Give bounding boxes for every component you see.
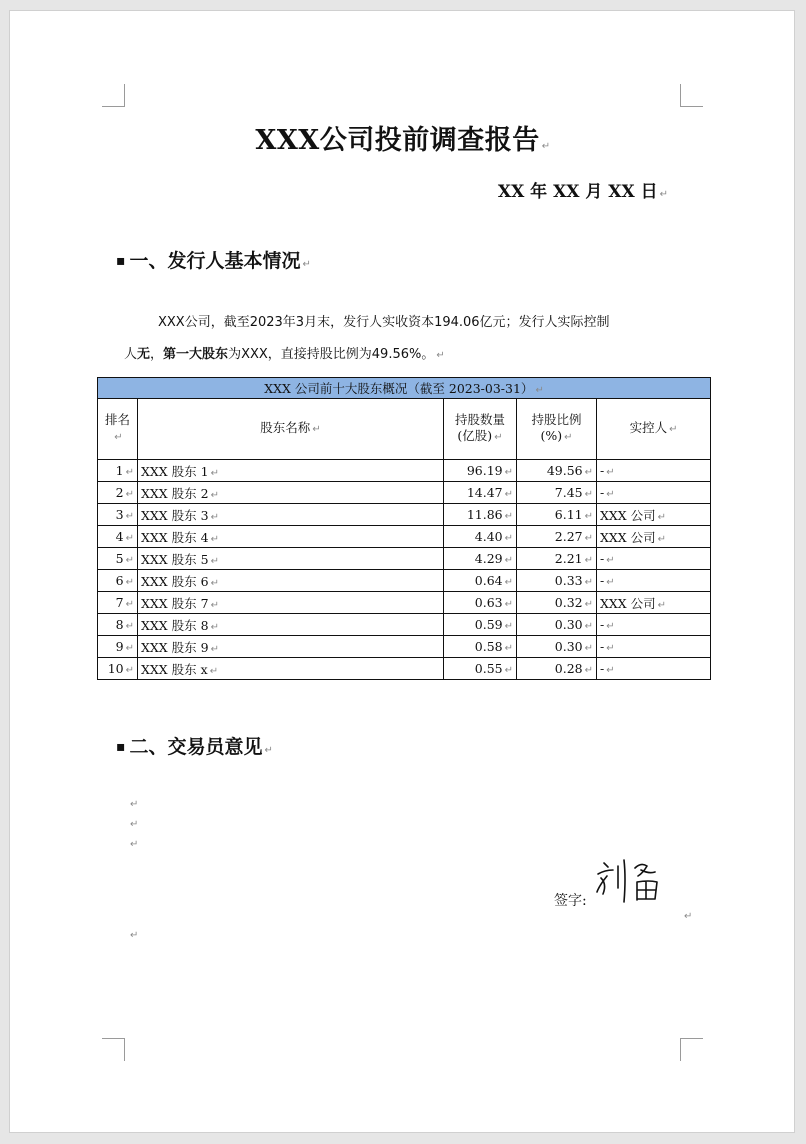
rank-cell[interactable]: 1 ↵ xyxy=(98,460,138,482)
empty-paragraph[interactable]: ↵ xyxy=(130,839,139,850)
table-row[interactable] xyxy=(98,526,711,548)
shares-cell[interactable]: 96.19 ↵ xyxy=(444,460,517,482)
signature-label[interactable]: 签字: xyxy=(554,893,587,909)
name-cell[interactable]: XXX 股东 1 ↵ xyxy=(138,460,444,482)
name-cell[interactable]: XXX 股东 2 ↵ xyxy=(138,482,444,504)
table-row[interactable] xyxy=(98,482,711,504)
crop-mark-bottom-right xyxy=(680,1038,703,1061)
ratio-cell[interactable]: 0.30 ↵ xyxy=(517,636,597,658)
empty-paragraph[interactable]: ↵ xyxy=(130,819,139,830)
ratio-cell[interactable]: 0.33 ↵ xyxy=(517,570,597,592)
table-caption[interactable]: XXX 公司前十大股东概况（截至 2023-03-31） ↵ xyxy=(98,378,711,399)
controller-cell[interactable]: - ↵ xyxy=(597,636,711,658)
name-cell[interactable]: XXX 股东 x ↵ xyxy=(138,658,444,680)
header-ratio[interactable]: 持股比例(%) ↵ xyxy=(517,399,597,460)
shares-cell[interactable]: 0.55 ↵ xyxy=(444,658,517,680)
name-cell[interactable]: XXX 股东 5 ↵ xyxy=(138,548,444,570)
crop-mark-top-left xyxy=(102,84,125,107)
rank-cell[interactable]: 8 ↵ xyxy=(98,614,138,636)
controller-cell[interactable]: - ↵ xyxy=(597,548,711,570)
shares-cell[interactable]: 0.58 ↵ xyxy=(444,636,517,658)
section-heading-1[interactable]: ▪ 一、发行人基本情况 ↵ xyxy=(116,250,311,272)
table-row[interactable] xyxy=(98,592,711,614)
table-row[interactable] xyxy=(98,658,711,680)
shares-cell[interactable]: 0.64 ↵ xyxy=(444,570,517,592)
header-rank[interactable]: 排名↵ xyxy=(98,399,138,460)
rank-cell[interactable]: 6 ↵ xyxy=(98,570,138,592)
rank-cell[interactable]: 2 ↵ xyxy=(98,482,138,504)
ratio-cell[interactable]: 49.56 ↵ xyxy=(517,460,597,482)
controller-cell[interactable]: - ↵ xyxy=(597,658,711,680)
shares-cell[interactable]: 11.86 ↵ xyxy=(444,504,517,526)
ratio-cell[interactable]: 2.21 ↵ xyxy=(517,548,597,570)
name-cell[interactable]: XXX 股东 3 ↵ xyxy=(138,504,444,526)
header-controller[interactable]: 实控人 ↵ xyxy=(597,399,711,460)
name-cell[interactable]: XXX 股东 9 ↵ xyxy=(138,636,444,658)
name-cell[interactable]: XXX 股东 4 ↵ xyxy=(138,526,444,548)
shares-cell[interactable]: 0.59 ↵ xyxy=(444,614,517,636)
name-cell[interactable]: XXX 股东 7 ↵ xyxy=(138,592,444,614)
rank-cell[interactable]: 3 ↵ xyxy=(98,504,138,526)
issuer-paragraph[interactable]: XXX公司，截至2023年3月末，发行人实收资本194.06亿元；发行人实际控制 人无，第一大股东为XXX，直接持股比例为49.56%。 ↵ xyxy=(124,315,610,362)
section-heading-2[interactable]: ▪ 二、交易员意见 ↵ xyxy=(116,736,273,758)
table-row[interactable] xyxy=(98,614,711,636)
controller-cell[interactable]: - ↵ xyxy=(597,482,711,504)
document-title[interactable]: XXX公司投前调查报告 ↵ xyxy=(255,125,551,156)
ratio-cell[interactable]: 7.45 ↵ xyxy=(517,482,597,504)
controller-cell[interactable]: XXX 公司 ↵ xyxy=(597,592,711,614)
shares-cell[interactable]: 14.47 ↵ xyxy=(444,482,517,504)
ratio-cell[interactable]: 0.32 ↵ xyxy=(517,592,597,614)
name-cell[interactable]: XXX 股东 6 ↵ xyxy=(138,570,444,592)
rank-cell[interactable]: 7 ↵ xyxy=(98,592,138,614)
rank-cell[interactable]: 4 ↵ xyxy=(98,526,138,548)
ratio-cell[interactable]: 6.11 ↵ xyxy=(517,504,597,526)
shareholder-table[interactable] xyxy=(97,377,711,680)
table-row[interactable] xyxy=(98,460,711,482)
shares-cell[interactable]: 4.29 ↵ xyxy=(444,548,517,570)
empty-paragraph[interactable]: ↵ xyxy=(130,799,139,810)
empty-paragraph[interactable]: ↵ xyxy=(130,930,139,941)
paragraph-mark: ↵ xyxy=(684,911,693,922)
controller-cell[interactable]: XXX 公司 ↵ xyxy=(597,504,711,526)
table-row[interactable] xyxy=(98,504,711,526)
controller-cell[interactable]: XXX 公司 ↵ xyxy=(597,526,711,548)
ratio-cell[interactable]: 0.30 ↵ xyxy=(517,614,597,636)
controller-cell[interactable]: - ↵ xyxy=(597,614,711,636)
rank-cell[interactable]: 10 ↵ xyxy=(98,658,138,680)
report-date[interactable]: XX 年 XX 月 XX 日 ↵ xyxy=(497,182,668,202)
rank-cell[interactable]: 9 ↵ xyxy=(98,636,138,658)
header-name[interactable]: 股东名称 ↵ xyxy=(138,399,444,460)
controller-cell[interactable]: - ↵ xyxy=(597,570,711,592)
table-row[interactable] xyxy=(98,548,711,570)
table-row[interactable] xyxy=(98,636,711,658)
table-row[interactable] xyxy=(98,570,711,592)
crop-mark-bottom-left xyxy=(102,1038,125,1061)
name-cell[interactable]: XXX 股东 8 ↵ xyxy=(138,614,444,636)
ratio-cell[interactable]: 2.27 ↵ xyxy=(517,526,597,548)
header-shares[interactable]: 持股数量(亿股) ↵ xyxy=(444,399,517,460)
handwritten-signature xyxy=(595,856,675,906)
shares-cell[interactable]: 4.40 ↵ xyxy=(444,526,517,548)
shares-cell[interactable]: 0.63 ↵ xyxy=(444,592,517,614)
rank-cell[interactable]: 5 ↵ xyxy=(98,548,138,570)
controller-cell[interactable]: - ↵ xyxy=(597,460,711,482)
ratio-cell[interactable]: 0.28 ↵ xyxy=(517,658,597,680)
crop-mark-top-right xyxy=(680,84,703,107)
